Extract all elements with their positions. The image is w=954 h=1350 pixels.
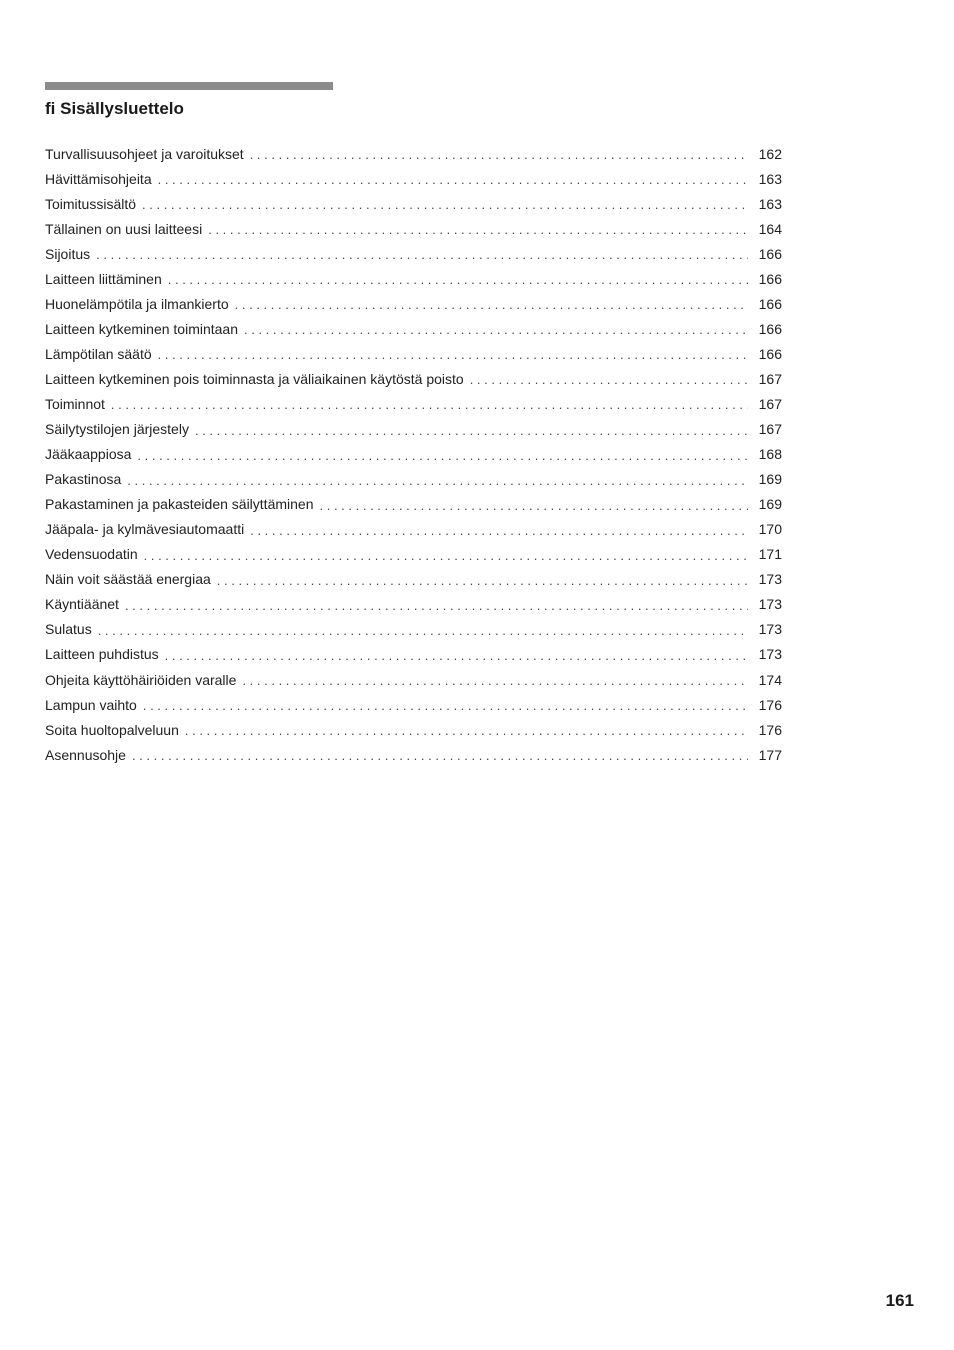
table-of-contents xyxy=(45,141,782,767)
toc-entry-page: 177 xyxy=(758,746,782,763)
dot-leader xyxy=(242,674,748,687)
toc-entry-page: 169 xyxy=(758,471,782,488)
dot-leader xyxy=(158,173,748,186)
toc-entry-page: 167 xyxy=(758,421,782,438)
toc-entry-page: 166 xyxy=(758,345,782,362)
dot-leader xyxy=(137,449,748,462)
toc-entry-page: 173 xyxy=(758,621,782,638)
dot-leader xyxy=(244,323,748,336)
header-rule xyxy=(45,82,333,90)
dot-leader xyxy=(125,599,748,612)
toc-entry[interactable] xyxy=(45,692,782,717)
toc-entry[interactable] xyxy=(45,442,782,467)
toc-entry[interactable] xyxy=(45,667,782,692)
toc-entry[interactable] xyxy=(45,366,782,391)
dot-leader xyxy=(158,348,748,361)
toc-entry-title: Hävittämisohjeita xyxy=(45,170,152,187)
toc-entry-title: Toimitussisältö xyxy=(45,195,137,212)
toc-entry[interactable] xyxy=(45,467,782,492)
toc-entry[interactable] xyxy=(45,141,782,166)
dot-leader xyxy=(143,699,748,712)
toc-entry-page: 173 xyxy=(758,571,782,588)
dot-leader xyxy=(208,223,748,236)
dot-leader xyxy=(96,248,748,261)
dot-leader xyxy=(195,424,748,437)
toc-entry[interactable] xyxy=(45,241,782,266)
dot-leader xyxy=(132,749,748,762)
toc-entry-page: 167 xyxy=(758,370,782,387)
toc-entry[interactable] xyxy=(45,417,782,442)
dot-leader xyxy=(185,724,748,737)
dot-leader xyxy=(127,474,748,487)
toc-entry-page: 166 xyxy=(758,245,782,262)
toc-entry-title: Huonelämpötila ja ilmankierto xyxy=(45,295,229,312)
toc-entry[interactable] xyxy=(45,517,782,542)
toc-entry-page: 166 xyxy=(758,295,782,312)
toc-entry-title: Asennusohje xyxy=(45,746,126,763)
toc-entry-page: 168 xyxy=(758,446,782,463)
toc-entry-title: Säilytystilojen järjestely xyxy=(45,421,189,438)
toc-entry[interactable] xyxy=(45,266,782,291)
toc-entry[interactable] xyxy=(45,492,782,517)
toc-entry[interactable] xyxy=(45,742,782,767)
toc-entry-title: Ohjeita käyttöhäiriöiden varalle xyxy=(45,671,237,688)
dot-leader xyxy=(165,649,748,662)
toc-entry-title: Sijoitus xyxy=(45,245,91,262)
toc-entry-title: Laitteen liittäminen xyxy=(45,270,162,287)
toc-entry-title: Laitteen kytkeminen pois toiminnasta ja väliaikainen käytöstä poisto xyxy=(45,370,464,387)
toc-entry-page: 163 xyxy=(758,195,782,212)
toc-entry[interactable] xyxy=(45,291,782,316)
dot-leader xyxy=(235,298,748,311)
toc-entry-title: Jääkaappiosa xyxy=(45,446,132,463)
dot-leader xyxy=(98,624,748,637)
toc-entry-title: Vedensuodatin xyxy=(45,546,138,563)
toc-entry-title: Käyntiäänet xyxy=(45,596,119,613)
toc-entry-title: Turvallisuusohjeet ja varoitukset xyxy=(45,145,244,162)
toc-entry-page: 170 xyxy=(758,521,782,538)
page-title: fi Sisällysluettelo xyxy=(45,99,184,118)
page-number: 161 xyxy=(885,1291,914,1310)
dot-leader xyxy=(250,148,748,161)
toc-entry[interactable] xyxy=(45,391,782,416)
dot-leader xyxy=(320,499,749,512)
toc-entry-page: 173 xyxy=(758,646,782,663)
toc-entry-title: Pakastinosa xyxy=(45,471,122,488)
toc-entry-page: 167 xyxy=(758,395,782,412)
dot-leader xyxy=(142,198,748,211)
toc-entry[interactable] xyxy=(45,567,782,592)
toc-entry[interactable] xyxy=(45,191,782,216)
toc-entry[interactable] xyxy=(45,542,782,567)
toc-entry[interactable] xyxy=(45,642,782,667)
dot-leader xyxy=(470,373,748,386)
toc-entry-page: 163 xyxy=(758,170,782,187)
toc-entry[interactable] xyxy=(45,717,782,742)
toc-entry-title: Laitteen puhdistus xyxy=(45,646,159,663)
toc-entry-title: Lämpötilan säätö xyxy=(45,345,152,362)
toc-entry-page: 173 xyxy=(758,596,782,613)
dot-leader xyxy=(144,549,748,562)
toc-entry-title: Sulatus xyxy=(45,621,92,638)
toc-entry[interactable] xyxy=(45,341,782,366)
toc-entry-title: Lampun vaihto xyxy=(45,696,137,713)
toc-entry-title: Jääpala- ja kylmävesiautomaatti xyxy=(45,521,245,538)
toc-entry-page: 162 xyxy=(758,145,782,162)
toc-entry-page: 176 xyxy=(758,696,782,713)
toc-entry-page: 166 xyxy=(758,320,782,337)
toc-entry-title: Tällainen on uusi laitteesi xyxy=(45,220,203,237)
toc-entry-page: 176 xyxy=(758,721,782,738)
dot-leader xyxy=(217,574,748,587)
dot-leader xyxy=(168,273,748,286)
toc-entry-title: Näin voit säästää energiaa xyxy=(45,571,211,588)
toc-entry-title: Pakastaminen ja pakasteiden säilyttäminen xyxy=(45,496,314,513)
toc-entry-page: 169 xyxy=(758,496,782,513)
toc-entry-title: Soita huoltopalveluun xyxy=(45,721,179,738)
toc-entry-title: Laitteen kytkeminen toimintaan xyxy=(45,320,238,337)
toc-entry[interactable] xyxy=(45,316,782,341)
toc-entry-page: 164 xyxy=(758,220,782,237)
toc-entry-page: 174 xyxy=(758,671,782,688)
toc-entry-title: Toiminnot xyxy=(45,395,105,412)
toc-entry[interactable] xyxy=(45,592,782,617)
toc-entry[interactable] xyxy=(45,617,782,642)
toc-entry-page: 166 xyxy=(758,270,782,287)
toc-entry[interactable] xyxy=(45,216,782,241)
dot-leader xyxy=(111,398,748,411)
toc-entry[interactable] xyxy=(45,166,782,191)
dot-leader xyxy=(250,524,748,537)
toc-entry-page: 171 xyxy=(758,546,782,563)
